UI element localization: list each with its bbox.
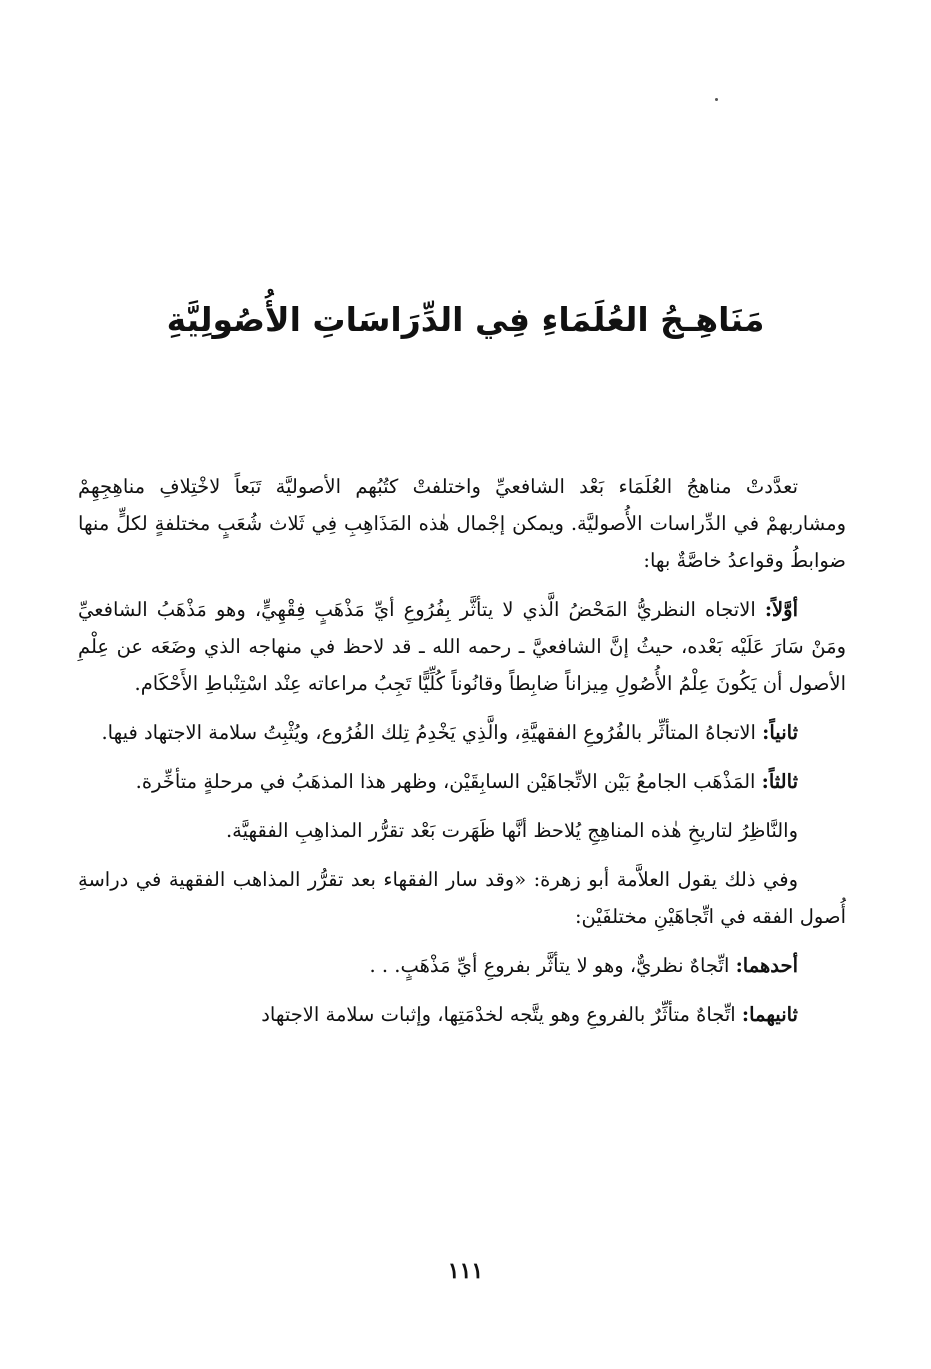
paragraph-text: وفي ذلك يقول العلاَّمة أبو زهرة: «وقد سار الفقهاء بعد تقرُّر المذاهب الفقهية في دراسةِ أُصول الفقه في اتِّجاهَيْنِ مختلفَيْن:: [78, 868, 846, 928]
paragraph-lead: ثالثاً:: [761, 770, 798, 793]
paragraph-text: الاتجاه النظريُّ المَحْضُ الَّذي لا يتأثَّر بِفُرُوعِ أيِّ مَذْهَبٍ فِقْهِيٍّ، وهو مَذْهَبُ الشافعيِّ ومَنْ سَارَ عَلَيْه بَعْده، حيثُ إنَّ الشافعيَّ ـ رحمه الله ـ قد لاحظ في منهاجه الذي وضَعَه عن عِلْمِ الأصول أن يَكُونَ عِلْمُ الأُصُولِ مِيزاناً ضابِطاً وقانُوناً كُلِّيًّا تَجِبُ مراعاته عِنْد اسْتِنْباطِ الأَحْكَام.: [78, 598, 846, 695]
page-speck: [715, 98, 718, 101]
paragraph-text: الاتجاهُ المتأثِّر بالفُرُوعِ الفقهيَّةِ، والَّذِي يَخْدِمُ تِلك الفُرُوع، ويُثْبِتُ سلامة الاجتهاد فيها.: [101, 721, 763, 744]
paragraph-lead: أوَّلاً:: [764, 598, 798, 621]
paragraph-lead: ثانياً:: [762, 721, 798, 744]
paragraph-lead: ثانيهما:: [741, 1003, 798, 1026]
paragraph-second: [78, 714, 846, 751]
paragraph-quote-second: [78, 996, 846, 1033]
paragraph-third: [78, 763, 846, 800]
body-text: [78, 468, 846, 1045]
paragraph-text: اتِّجاهٌ نظريٌّ، وهو لا يتأثَّر بفروعِ أيِّ مَذْهَبٍ. . .: [369, 954, 736, 977]
paragraph-text: اتِّجاهٌ متأثِّرٌ بالفروعِ وهو يتَّجه لخدْمَتِها، وإثبات سلامة الاجتهاد: [261, 1003, 742, 1026]
paragraph-lead: أحدهما:: [735, 954, 798, 977]
chapter-title: مَنَاهِـجُ العُلَمَاءِ فِي الدِّرَاسَاتِ الأُصُولِيَّةِ: [166, 300, 765, 339]
paragraph-observer: [78, 812, 846, 849]
paragraph-text: تعدَّدتْ مناهجُ العُلَمَاء بَعْد الشافعيِّ واختلفتْ كتُبُهم الأصوليَّة تَبَعاً لاخْتِلافِ مناهِجِهِمْ ومشاربهمْ في الدِّراسات الأُصوليَّة. ويمكن إجْمال هٰذه المَذَاهِبِ فِي ثَلاث شُعَبٍ مختلفةٍ لكلٍّ منها ضوابطُ وقواعدُ خاصَّةٌ بها:: [78, 475, 846, 572]
paragraph-text: المَذْهَب الجامعُ بَيْن الاتِّجاهَيْن السابِقَيْن، وظهر هذا المذهَبُ في مرحلةٍ متأخِّرة.: [135, 770, 762, 793]
paragraph-intro: [78, 468, 846, 579]
paragraph-quote: [78, 861, 846, 935]
paragraph-text: والنَّاظِرُ لتاريخِ هٰذه المناهِجِ يُلاحظ أنَّها ظَهَرت بَعْد تقرُّر المذاهِبِ الفقهيَّة.: [225, 819, 798, 842]
paragraph-quote-first: [78, 947, 846, 984]
paragraph-first: [78, 591, 846, 702]
page-number: ١١١: [447, 1258, 484, 1284]
